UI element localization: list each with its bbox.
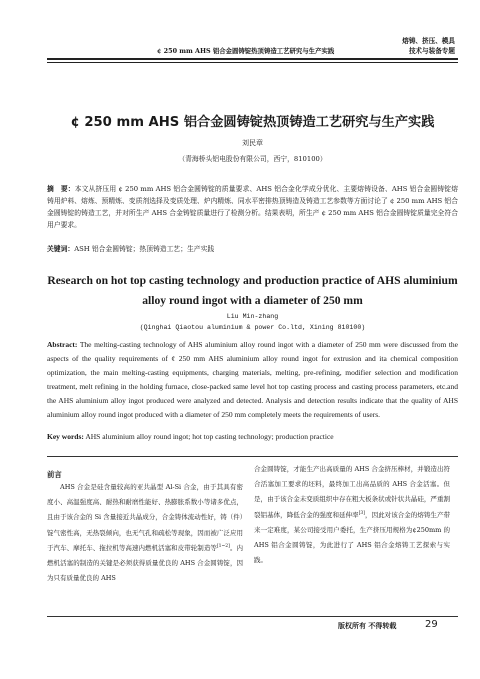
abstract-cn [47, 183, 458, 231]
body-text: 合金圆铸锭，才能生产出高质量的 AHS 合金挤压棒材，并锻造出符合活塞加工要求的坯料，最终加工出高品质的 AHS 合金活塞。但是，由于该合金未变质组织中存在粗大板条状或针状共晶硅，严重割裂铝基体，降低合金的强度和延伸率 [254, 465, 450, 519]
keywords-cn-text: ASH 铝合金圆铸锭；热顶铸造工艺；生产实践 [74, 245, 215, 253]
section-divider [47, 456, 458, 457]
citation-ref: [3] [358, 510, 365, 516]
abstract-cn-label: 摘 要： [47, 185, 75, 193]
body-text: AHS 合金是硅含量较高的亚共晶型 Al-Si 合金，由于其具有密度小、高温强度高、耐热和耐磨性能好、热膨胀系数小等诸多优点，且由于该合金的 Si 含量接近共晶成分，合金铸体流动性好，铸（件）锭气密性高，无热裂倾向，也无气孔和疏松等现象，因而被广泛应用于汽车、摩托车、拖拉机等高速内燃机活塞和皮带轮制造等 [47, 483, 243, 552]
section-line-2: 技术与装备专题 [408, 47, 455, 55]
running-header-section [371, 36, 455, 56]
abstract-cn-text: 本文从挤压用 ¢ 250 mm AHS 铝合金圆铸锭的质量要求、AHS 铝合金化学成分优化、主要熔铸设备、AHS 铝合金圆铸锭熔铸用炉料、熔炼、预精炼、变质剂选择及变质处理、炉内精炼、同水平密排热顶铸造及铸造工艺参数等方面讨论了 ¢ 250 mm AHS 铝合金圆铸锭的铸造工艺，并对所生产 AHS 合金铸锭质量进行了检测分析。结果表明，所生产 ¢ 250 mm AHS 铝合金圆铸锭质量完全符合用户要求。 [47, 185, 459, 229]
affiliation-en: (Qinghai Qiaotou aluminium & power Co.ltd, Xining 810100) [139, 324, 366, 331]
keywords-en-label: Key words: [47, 432, 84, 441]
body-text: ，因此对该合金的熔铸生产带来一定难度，某公司接受用户委托，生产挤压用规格为¢250mm 的 AHS 铝合金圆铸锭，为此进行了 AHS 铝合金熔铸工艺探索与实践。 [254, 510, 451, 565]
article-title-en [47, 271, 458, 311]
author-en: Liu Min-zhang [226, 313, 279, 320]
section-line-1: 熔铸、挤压、模具 [402, 37, 455, 45]
keywords-en-text: AHS aluminium alloy round ingot; hot top casting technology; production practice [83, 432, 334, 441]
abstract-en-label: Abstract: [47, 340, 78, 349]
body-text: 。内燃机活塞的制造的关键是必须获得质量优良的 AHS 合金圆铸锭，因为只有质量优良的 AHS [47, 543, 244, 583]
abstract-en [47, 338, 458, 421]
header-rule-thin [47, 62, 458, 63]
keywords-cn [47, 243, 458, 253]
section-heading-preface: 前言 [47, 470, 62, 479]
author-cn: 刘民章 [242, 139, 263, 147]
keywords-en [47, 432, 458, 441]
page-number: 29 [425, 619, 438, 630]
keywords-cn-label: 关键词： [47, 245, 75, 253]
header-rule-thick [47, 58, 458, 60]
citation-ref: [1~2] [216, 543, 230, 549]
body-column-left [47, 480, 243, 586]
footer-rule [47, 616, 458, 617]
abstract-en-text: The melting-casting technology of AHS aluminium alloy round ingot with a diameter of 250 mm were discussed from the aspects of the quality requirements of ¢ 250 mm AHS aluminium alloy round ingot for extrusion and ita chemical composition optimization, the main melting-casting equipments, charging materials, melting, pre-refining, modifier selection and modification treatment, melt refining in the holding furnace, close-packed same level hot top casting process and casting process parameters, etc.and the AHS aluminium alloy ingot produced were analyzed and detected. Analysis and detection results indicate that the quality of AHS aluminium alloy round ingot produced with a diameter of 250 mm completely meets the requirements of users. [47, 340, 458, 419]
body-column-right [254, 462, 450, 568]
running-header-title: ¢ 250 mm AHS 铝合金圆铸锭热顶铸造工艺研究与生产实践 [157, 47, 335, 55]
article-title-cn: ¢ 250 mm AHS 铝合金圆铸锭热顶铸造工艺研究与生产实践 [70, 115, 435, 130]
title-en-line-1: Research on hot top casting technology and production practice of AHS aluminium [47, 274, 458, 287]
copyright-notice: 版权所有 不得转载 [338, 622, 397, 630]
title-en-line-2: alloy round ingot with a diameter of 250 mm [142, 294, 363, 307]
affiliation-cn: （青海桥头铝电股份有限公司，西宁，810100） [178, 155, 327, 163]
